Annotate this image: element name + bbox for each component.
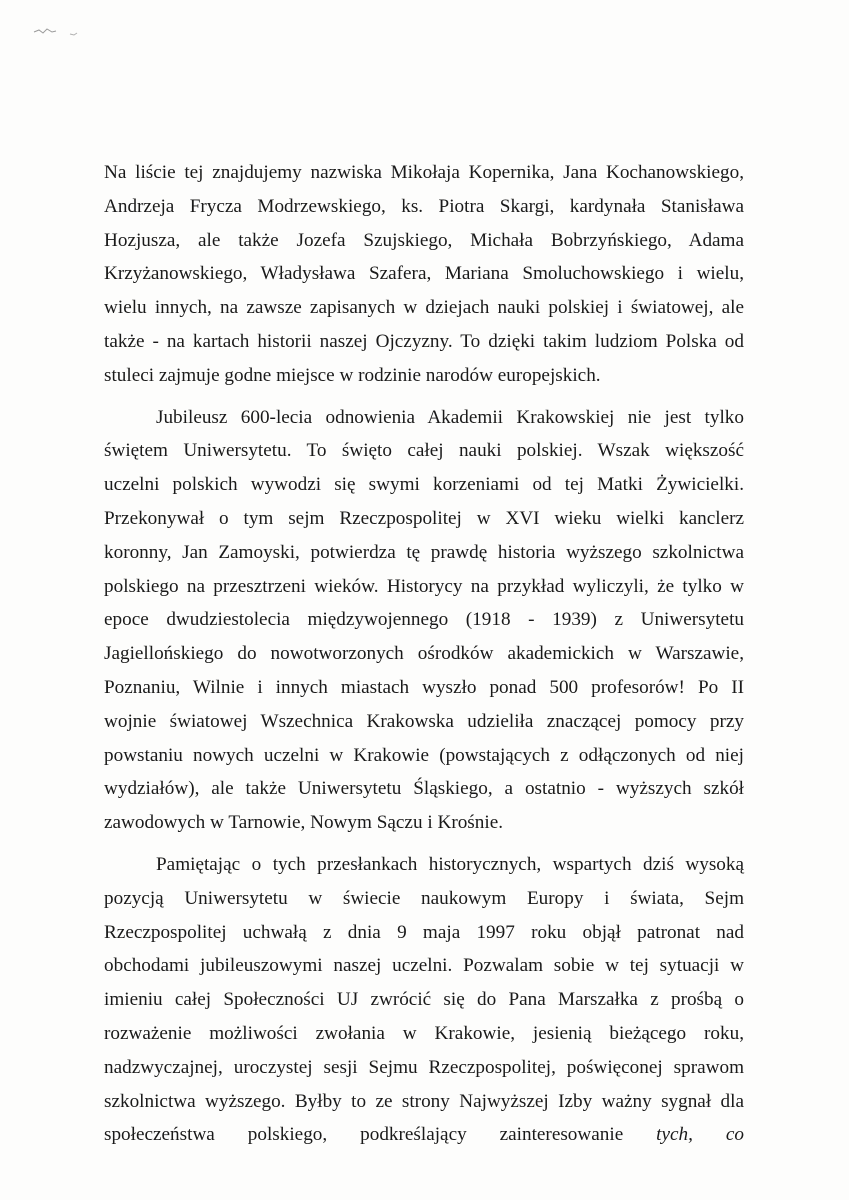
text-line: Jagiellońskiego do nowotworzonych ośrodków akademickich w Warszawie, [104,643,744,665]
text-line: powstaniu nowych uczelni w Krakowie (powstających z odłączonych od niej [104,744,744,766]
text-line: nadzwyczajnej, uroczystej sesji Sejmu Rzeczpospolitej, poświęconej sprawom [104,1056,744,1078]
text-line: Poznaniu, Wilnie i innych miastach wyszło ponad 500 profesorów! Po II [104,676,744,698]
paragraph-3 [104,848,744,1152]
text-line: Rzeczpospolitej uchwałą z dnia 9 maja 1997 roku objął patronat nad [104,921,744,943]
text-line: Andrzeja Frycza Modrzewskiego, ks. Piotra Skargi, kardynała Stanisława [104,195,744,217]
text-line: Pamiętając o tych przesłankach historycznych, wspartych dziś wysoką [156,853,744,875]
text-line: rozważenie możliwości zwołania w Krakowie, jesienią bieżącego roku, [104,1022,744,1044]
scan-artifact [30,20,90,42]
text-line: Przekonywał o tym sejm Rzeczpospolitej w XVI wieku wielki kanclerz [104,507,744,529]
text-line: zawodowych w Tarnowie, Nowym Sączu i Krośnie. [104,812,504,834]
text-line: szkolnictwa wyższego. Byłby to ze strony Najwyższej Izby ważny sygnał dla [104,1090,744,1112]
text-line: pozycją Uniwersytetu w świecie naukowym Europy i świata, Sejm [104,887,744,909]
text-line: koronny, Jan Zamoyski, potwierdza tę prawdę historia wyższego szkolnictwa [104,541,744,563]
text-fragment: społeczeństwa polskiego, podkreślający zainteresowanie [104,1124,624,1146]
text-line: stuleci zajmuje godne miejsce w rodzinie narodów europejskich. [104,364,601,386]
text-line: także - na kartach historii naszej Ojczyzny. To dzięki takim ludziom Polska od [104,330,744,352]
italic-fragment: tych, co [656,1124,744,1146]
text-line: Hozjusza, ale także Jozefa Szujskiego, Michała Bobrzyńskiego, Adama [104,229,744,251]
text-line: Krzyżanowskiego, Władysława Szafera, Mariana Smoluchowskiego i wielu, [104,263,744,285]
text-line: wydziałów), ale także Uniwersytetu Śląskiego, a ostatnio - wyższych szkół [104,778,744,800]
text-line: świętem Uniwersytetu. To święto całej nauki polskiej. Wszak większość [104,440,744,462]
text-line: wojnie światowej Wszechnica Krakowska udzieliła znaczącej pomocy przy [104,710,744,732]
text-line: Jubileusz 600-lecia odnowienia Akademii Krakowskiej nie jest tylko [156,406,744,428]
text-line: epoce dwudziestolecia międzywojennego (1918 - 1939) z Uniwersytetu [104,609,744,631]
text-line-last [104,1118,744,1152]
paragraph-2 [104,401,744,840]
text-line: imieniu całej Społeczności UJ zwrócić się do Pana Marszałka z prośbą o [104,989,744,1011]
text-line: uczelni polskich wywodzi się swymi korzeniami od tej Matki Żywicielki. [104,474,744,496]
text-line: Na liście tej znajdujemy nazwiska Mikołaja Kopernika, Jana Kochanowskiego, [104,162,744,183]
text-line: obchodami jubileuszowymi naszej uczelni. Pozwalam sobie w tej sytuacji w [104,955,744,977]
paragraph-1 [104,156,744,393]
text-line: wielu innych, na zawsze zapisanych w dziejach nauki polskiej i światowej, ale [104,297,744,319]
text-line: polskiego na przesztrzeni wieków. Historycy na przykład wyliczyli, że tylko w [104,575,744,597]
letter-body [104,156,744,1152]
